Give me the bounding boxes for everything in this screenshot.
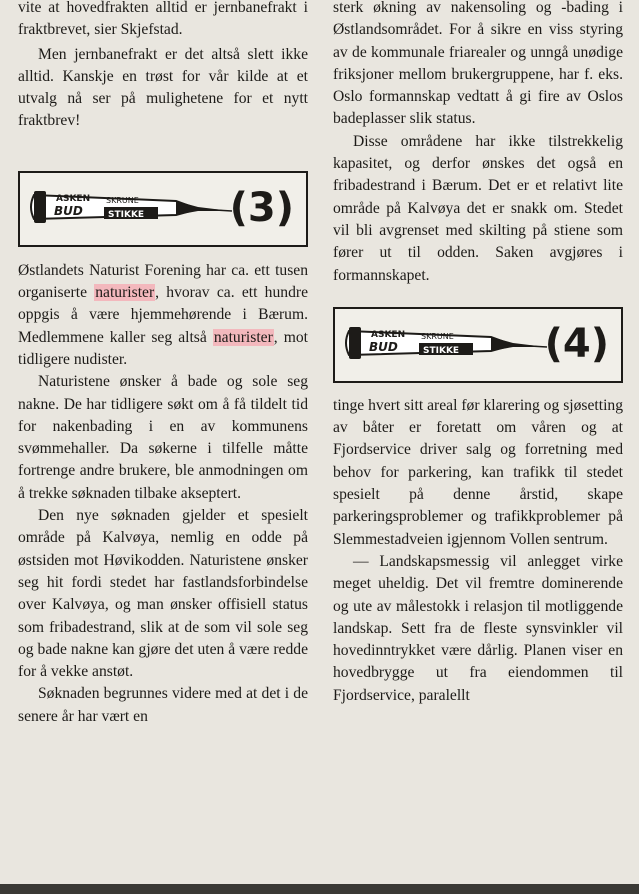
left-body-paragraph-2: Naturistene ønsker å bade og sole seg nakne. De har tidligere søkt om å få tildelt tid for nakenbading i en av kommunens svømmehaller. Da søkerne i tilfelle måtte fortrenge andre brukere, ble anmodningen om å trekke søknaden tilbake akseptert. bbox=[18, 373, 308, 502]
glue-tube-icon bbox=[341, 317, 551, 369]
cartoon-box-4 bbox=[333, 307, 623, 383]
tube-label-mid: BUD bbox=[369, 339, 398, 354]
left-top-paragraph-2: Men jernbanefrakt er det altså slett ikke alltid. Kanskje en trøst for vår kilde at et utvalg nå ser på mulighetene for et nytt fraktbrev! bbox=[18, 45, 308, 130]
right-body-paragraph-1: tinge hvert sitt areal før klarering og sjøsetting av båter er foretatt om våren og at Fjordservice driver salg og forretning med behov for parkering, kan trafikk til stedet spesielt på denne årstid, skape parkeringsproblemer og trafikkproblemer på Slemmestadveien igjennom Vollen sentrum. bbox=[333, 396, 623, 548]
bottom-edge-bar bbox=[0, 884, 639, 894]
text-run: , mot tidligere nudister. bbox=[18, 328, 308, 368]
tube-label-mid: BUD bbox=[54, 203, 83, 218]
tube-label-right: SKRUNE bbox=[106, 195, 139, 205]
glue-tube-icon bbox=[26, 181, 236, 233]
left-body-paragraph-1 bbox=[18, 260, 308, 371]
cartoon-number: (3) bbox=[229, 184, 294, 231]
cartoon-number: (4) bbox=[544, 320, 609, 367]
highlight-naturister: naturister bbox=[95, 284, 155, 302]
tube-label-top: ASKEN bbox=[56, 193, 91, 204]
left-top-paragraph-1: vite at hovedfrakten alltid er jernbanefrakt i fraktbrevet, sier Skjefstad. bbox=[18, 0, 308, 39]
right-column bbox=[333, 0, 623, 707]
tube-label-bottom: STIKKE bbox=[108, 209, 145, 220]
highlight-naturister: naturister bbox=[213, 328, 273, 346]
text-run: Østlandets Naturist Forening har ca. ett tusen organiserte bbox=[18, 261, 308, 302]
left-body-paragraph-3: Den nye søknaden gjelder et spesielt område på Kalvøya, nemlig en odde på østsiden mot Høvikodden. Naturistene ønsker seg hit fordi stedet har fastlandsforbindelse over Kalvøya, og man ønsker offisiell status som fribadestrand, slik at de som vil sole seg og bade nakne kan gjøre det uten å være redde for å vekke anstøt. bbox=[18, 507, 308, 681]
right-body-paragraph-2: — Landskapsmessig vil anlegget virke meget uheldig. Det vil fremtre dominerende og ute av målestokk i relasjon til motliggende landskap. Sett fra de fleste synsvinkler vil hovedinntrykket være dårlig. Planen viser en hovedbrygge ut fra eiendommen til Fjordservice, paralellt bbox=[333, 552, 623, 704]
cartoon-box-3 bbox=[18, 171, 308, 247]
left-column bbox=[18, 0, 308, 728]
left-body-paragraph-4: Søknaden begrunnes videre med at det i de senere år har vært en bbox=[18, 685, 308, 725]
tube-label-right: SKRUNE bbox=[421, 331, 454, 341]
right-top-paragraph-2: Disse områdene har ikke tilstrekkelig kapasitet, og derfor ønskes det også en fribadestrand i Bærum. Det er et relativt lite område på Kalvøya det er snakk om. Stedet vil bli avgrenset med skilting på stiene som fører ut til odden. Saken avgjøres i formannskapet. bbox=[333, 132, 623, 284]
tube-label-top: ASKEN bbox=[371, 329, 406, 340]
right-top-paragraph-1: sterk økning av nakensoling og -bading i Østlandsområdet. For å sikre en viss styring av de kommunale friarealer og unngå unødige friksjoner mellom brukergruppene, har f. eks. Oslo formannskap vedtatt å gi fire av Oslos badeplasser slik status. bbox=[333, 0, 623, 128]
tube-label-bottom: STIKKE bbox=[423, 345, 460, 356]
text-run: , hvorav ca. ett hundre oppgis å være hjemmehørende i Bærum. Medlemmene kaller seg altså bbox=[18, 284, 308, 346]
